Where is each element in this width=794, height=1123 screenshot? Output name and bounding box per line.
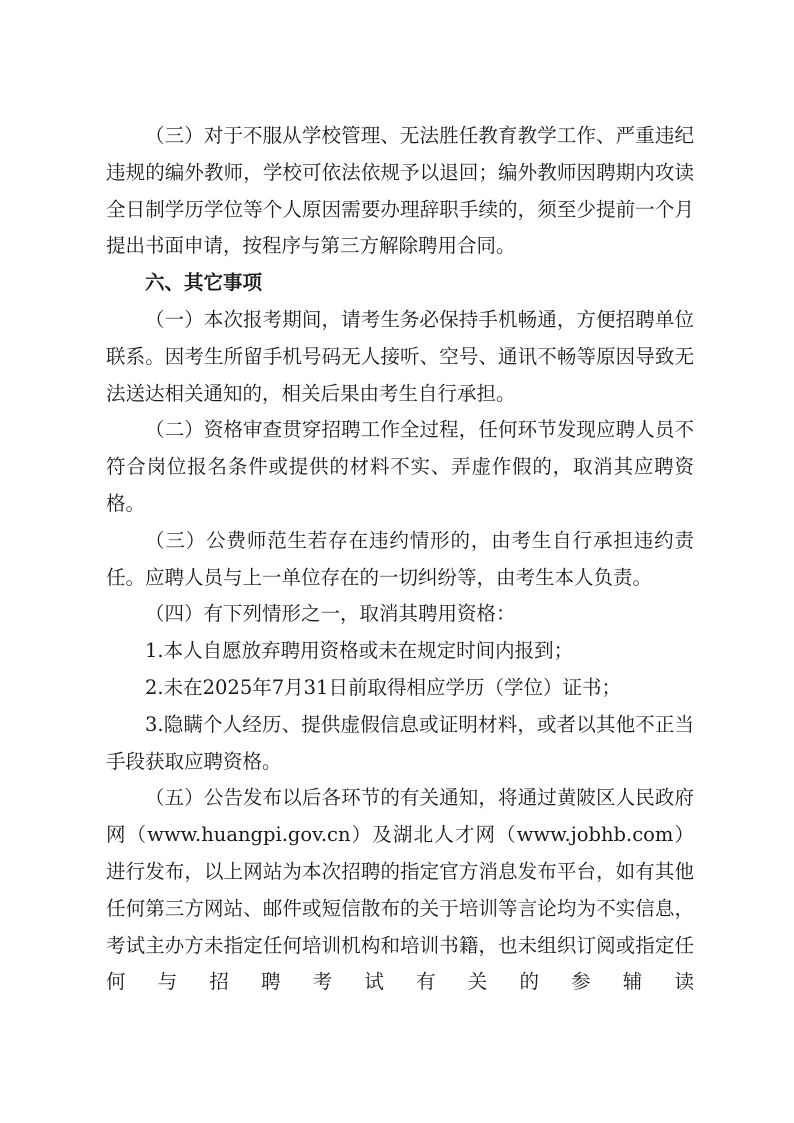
section-heading-other-matters: 六、其它事项 xyxy=(145,271,263,295)
list-item-1: 1.本人自愿放弃聘用资格或未在规定时间内报到； xyxy=(145,639,574,663)
list-item-2: 2.未在2025年7月31日前取得相应学历（学位）证书； xyxy=(145,675,621,699)
paragraph-public-funded-students: （三）公费师范生若存在违约情形的，由考生自行承担违约责任。应聘人员与上一单位存在的一切纠纷等，由考生本人负责。 xyxy=(106,528,694,589)
paragraph-announcement-channels: （五）公告发布以后各环节的有关通知，将通过黄陂区人民政府网（www.huangpi.gov.cn）及湖北人才网（www.jobhb.com）进行发布，以上网站为本次招聘的指定官方消息发布平台，如有其他任何第三方网站、邮件或短信散布的关于培训等言论均为不实信息，考试主办方未指定任何培训机构和培训书籍，也未组织订阅或指定任何与招聘考试有关的参辅读 xyxy=(106,786,694,994)
paragraph-phone-contact: （一）本次报考期间，请考生务必保持手机畅通，方便招聘单位联系。因考生所留手机号码无人接听、空号、通讯不畅等原因导致无法送达相关通知的，相关后果由考生自行承担。 xyxy=(106,307,694,405)
paragraph-dismissal-terms: （三）对于不服从学校管理、无法胜任教育教学工作、严重违纪违规的编外教师，学校可依法依规予以退回；编外教师因聘期内攻读全日制学历学位等个人原因需要办理辞职手续的，须至少提前一个月提出书面申请，按程序与第三方解除聘用合同。 xyxy=(106,124,694,258)
list-item-3: 3.隐瞒个人经历、提供虚假信息或证明材料，或者以其他不正当手段获取应聘资格。 xyxy=(106,712,694,773)
document-body xyxy=(106,118,694,1001)
paragraph-disqualification-intro: （四）有下列情形之一，取消其聘用资格： xyxy=(145,602,516,626)
paragraph-qualification-review: （二）资格审查贯穿招聘工作全过程，任何环节发现应聘人员不符合岗位报名条件或提供的材料不实、弄虚作假的，取消其应聘资格。 xyxy=(106,418,694,515)
